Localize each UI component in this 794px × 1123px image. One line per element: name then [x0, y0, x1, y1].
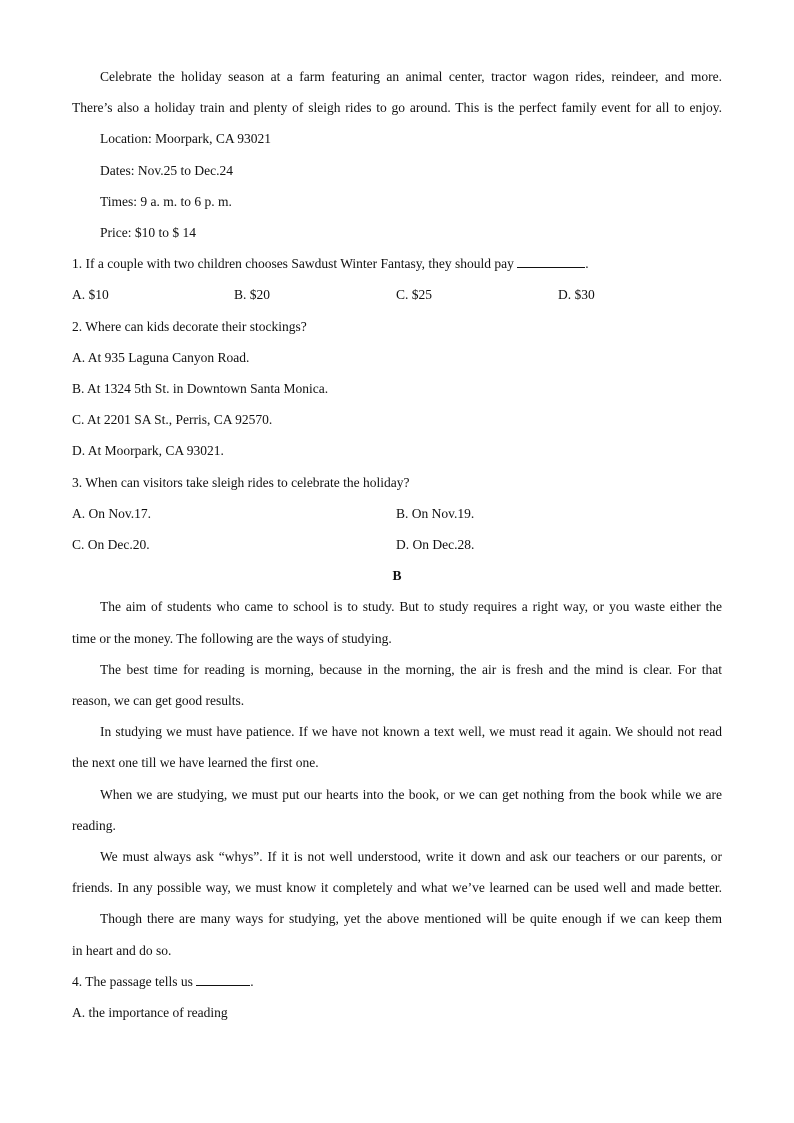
answer-blank	[196, 972, 250, 986]
question-3-stem: 3. When can visitors take sleigh rides to celebrate the holiday?	[72, 474, 410, 490]
question-1-stem: 1. If a couple with two children chooses Sawdust Winter Fantasy, they should pay .	[72, 256, 589, 272]
b-paragraph-2-line-1: The best time for reading is morning, because in the morning, the air is fresh and the mind is clear. For that	[100, 661, 722, 677]
event-location: Location: Moorpark, CA 93021	[100, 131, 271, 147]
b-paragraph-4-line-2: reading.	[72, 817, 116, 833]
question-3-options-row-1	[72, 498, 722, 529]
document-page	[72, 61, 722, 1028]
q3-option-a: A. On Nov.17.	[72, 505, 151, 521]
event-dates: Dates: Nov.25 to Dec.24	[100, 162, 233, 178]
q4-option-a: A. the importance of reading	[72, 1005, 228, 1021]
q2-option-d: D. At Moorpark, CA 93021.	[72, 443, 224, 459]
b-paragraph-5-line-1: We must always ask “whys”. If it is not well understood, write it down and ask our teachers or our parents, or	[100, 849, 722, 865]
q3-option-d: D. On Dec.28.	[396, 537, 475, 553]
intro-line-2: There’s also a holiday train and plenty of sleigh rides to go around. This is the perfect family event for all to enjoy.	[72, 100, 722, 116]
question-2-stem: 2. Where can kids decorate their stockings?	[72, 318, 307, 334]
q1-option-b: B. $20	[234, 287, 271, 303]
intro-line-1: Celebrate the holiday season at a farm featuring an animal center, tractor wagon rides, reindeer, and more.	[100, 69, 722, 84]
b-paragraph-6-line-2: in heart and do so.	[72, 942, 172, 958]
answer-blank	[517, 254, 585, 268]
q3-option-c: C. On Dec.20.	[72, 537, 150, 553]
event-times: Times: 9 a. m. to 6 p. m.	[100, 193, 232, 209]
section-b-heading: B	[392, 568, 402, 584]
q2-option-c: C. At 2201 SA St., Perris, CA 92570.	[72, 412, 273, 428]
b-paragraph-1-line-1: The aim of students who came to school is to study. But to study requires a right way, or you waste either the	[100, 599, 722, 615]
question-1-options	[72, 279, 722, 310]
event-price: Price: $10 to $ 14	[100, 225, 196, 241]
q1-option-c: C. $25	[396, 287, 433, 303]
q1-option-d: D. $30	[558, 287, 595, 303]
q2-option-b: B. At 1324 5th St. in Downtown Santa Monica.	[72, 381, 329, 397]
b-paragraph-1-line-2: time or the money. The following are the ways of studying.	[72, 630, 392, 646]
question-3-options-row-2	[72, 529, 722, 560]
b-paragraph-4-line-1: When we are studying, we must put our hearts into the book, or we can get nothing from the book while we are	[100, 786, 722, 802]
b-paragraph-2-line-2: reason, we can get good results.	[72, 693, 245, 709]
q2-option-a: A. At 935 Laguna Canyon Road.	[72, 349, 250, 365]
q1-option-a: A. $10	[72, 287, 109, 303]
b-paragraph-3-line-1: In studying we must have patience. If we have not known a text well, we must read it again. We should not read	[100, 724, 722, 740]
b-paragraph-3-line-2: the next one till we have learned the first one.	[72, 755, 319, 771]
b-paragraph-6-line-1: Though there are many ways for studying, yet the above mentioned will be quite enough if we can keep them	[100, 911, 722, 927]
q3-option-b: B. On Nov.19.	[396, 505, 475, 521]
b-paragraph-5-line-2: friends. In any possible way, we must know it completely and what we’ve learned can be used well and made better.	[72, 880, 722, 896]
question-4-stem: 4. The passage tells us .	[72, 973, 254, 989]
